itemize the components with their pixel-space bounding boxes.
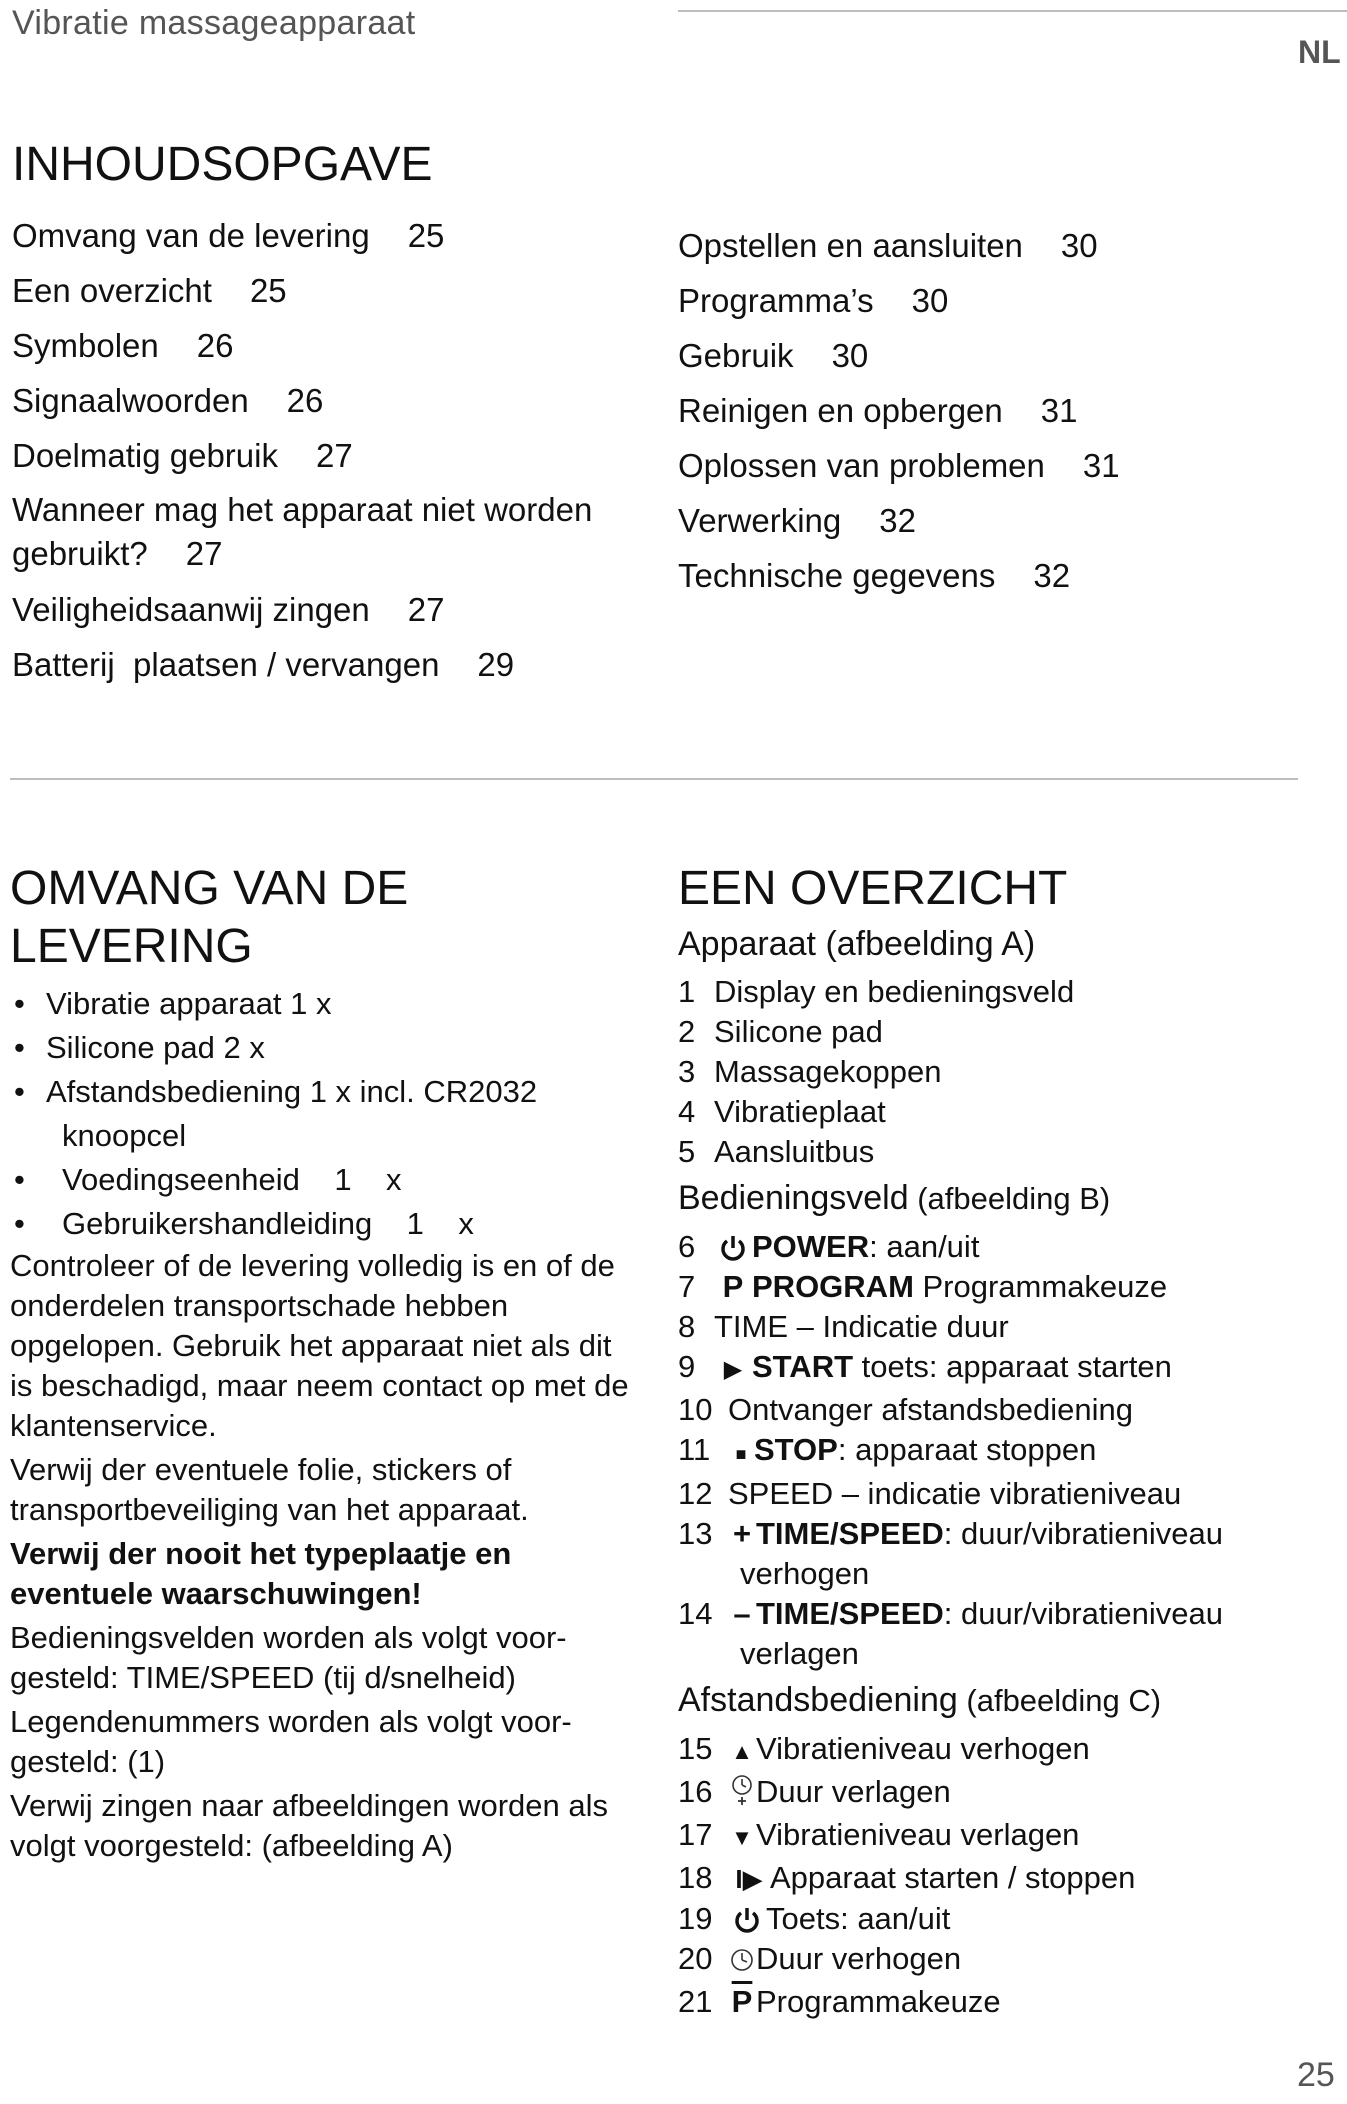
minus-icon: – [733, 1596, 751, 1631]
legend-item [678, 1899, 1328, 1939]
toc-item [678, 383, 1318, 438]
legend-text: TIME – Indicatie duur [714, 1309, 1009, 1344]
list-item-continuation: knoopcel [62, 1118, 187, 1153]
heading-ref: (afbeelding C) [957, 1683, 1162, 1718]
key-label: STOP [754, 1432, 838, 1467]
legend-number: 5 [678, 1134, 696, 1169]
delivery-list [10, 982, 636, 1246]
legend-item [678, 1347, 1328, 1390]
toc-page: 30 [1060, 227, 1098, 264]
text: ) [442, 1828, 453, 1863]
triangle-down-icon: ▼ [731, 1825, 753, 1850]
plus-icon: + [732, 1516, 752, 1551]
legend-text: : duur/vibratieniveau [943, 1516, 1223, 1551]
paragraph-check-delivery: Controleer of de levering volledig is en of de onderdelen transportschade hebben opgelopen. Gebruik het apparaat niet als dit is beschadigd, maar neem contact op met de klantenservice. [10, 1248, 629, 1443]
legend-number: 18 [678, 1860, 713, 1895]
legend-item [678, 1729, 1328, 1772]
legend-number: 3 [678, 1054, 696, 1089]
legend-text: : duur/vibratieniveau [943, 1596, 1223, 1631]
legend-number: 19 [678, 1901, 713, 1936]
toc-page: 27 [185, 535, 223, 572]
toc-label: Oplossen van problemen [678, 447, 1045, 484]
legend-item [678, 1982, 1328, 2022]
toc-item [12, 318, 652, 373]
device-heading: Apparaat (afbeelding A) [678, 925, 1036, 963]
paragraph-remove-foil: Verwij der eventuele folie, stickers of transportbeveiliging van het apparaat. [10, 1452, 529, 1527]
toc-label: Doelmatig gebruik [12, 437, 278, 474]
clock-minus-icon [728, 1774, 756, 1815]
legend-text: Toets: aan/uit [766, 1901, 951, 1936]
key-label: PROGRAM [752, 1269, 914, 1304]
text: worden als volgt voor-gesteld: (1) [10, 1704, 572, 1779]
legend-item [678, 1815, 1328, 1858]
heading-ref: (afbeelding B) [908, 1181, 1111, 1216]
toc-page: 30 [831, 337, 869, 374]
device-legend [678, 972, 1328, 1172]
legend-text: Vibratieplaat [714, 1094, 886, 1129]
panel-legend [678, 1227, 1328, 1674]
toc-item [678, 218, 1318, 273]
remote-heading [678, 1678, 1328, 1723]
legend-number: 7 [678, 1269, 696, 1304]
heading-term: Bedieningsveld [678, 1179, 909, 1217]
toc-right-column [678, 218, 1318, 603]
key-label: TIME/SPEED [756, 1516, 944, 1551]
legend-item [678, 1132, 1328, 1172]
play-icon: ▶ [723, 1356, 743, 1383]
legend-text: Vibratieniveau verhogen [756, 1731, 1090, 1766]
toc-label: Opstellen en aansluiten [678, 227, 1023, 264]
legend-number: 10 [678, 1392, 713, 1427]
toc-page: 31 [1040, 392, 1078, 429]
paragraph-figure-notation [10, 1786, 636, 1866]
page-number: 25 [1297, 2056, 1335, 2094]
legend-item [678, 1227, 1328, 1267]
toc-page: 27 [315, 437, 353, 474]
legend-number: 9 [678, 1349, 696, 1384]
toc-item [678, 438, 1318, 493]
toc-label: Symbolen [12, 327, 159, 364]
panel-heading [678, 1176, 1328, 1221]
legend-text: Apparaat starten / stoppen [770, 1860, 1136, 1895]
term: Legendenummers [10, 1704, 260, 1739]
toc-item [678, 548, 1318, 603]
legend-item [678, 1012, 1328, 1052]
legend-text: Ontvanger afstandsbediening [728, 1392, 1134, 1427]
legend-number: 17 [678, 1817, 713, 1852]
delivery-section [10, 860, 636, 1866]
legend-number: 15 [678, 1731, 713, 1766]
legend-text: SPEED – indicatie vibratieniveau [728, 1476, 1182, 1511]
toc-label: Batterij plaatsen / vervangen [12, 646, 440, 683]
legend-text: Aansluitbus [714, 1134, 875, 1169]
legend-text: Vibratieniveau verlagen [756, 1817, 1080, 1852]
toc-item [12, 488, 652, 576]
legend-number: 11 [678, 1432, 711, 1467]
toc-page: 26 [196, 327, 234, 364]
legend-number: 6 [678, 1229, 696, 1264]
toc-item [12, 373, 652, 428]
toc-item [678, 328, 1318, 383]
header-title: Vibratie massageapparaat [12, 4, 416, 42]
list-item-text: Afstandsbediening 1 x incl. CR2032 [46, 1074, 538, 1109]
toc-page: 30 [911, 282, 949, 319]
list-item [10, 1158, 636, 1202]
legend-number: 16 [678, 1774, 713, 1809]
toc-page: 29 [477, 646, 515, 683]
power-icon [728, 1899, 766, 1939]
legend-number: 13 [678, 1516, 713, 1551]
legend-item [678, 1514, 1328, 1594]
program-icon: P [722, 1269, 744, 1304]
start-stop-icon: I▶ [735, 1864, 763, 1894]
toc-label: Technische gegevens [678, 557, 996, 594]
toc-label: Gebruik [678, 337, 794, 374]
legend-text: : apparaat stoppen [837, 1432, 1097, 1467]
legend-item [678, 1052, 1328, 1092]
term: Verwij zingen naar afbeeldingen [10, 1788, 450, 1823]
paragraph-legend-notation [10, 1702, 636, 1782]
toc-label: Veiligheidsaanwij zingen [12, 591, 370, 628]
legend-item [678, 1939, 1328, 1982]
key-label: POWER [752, 1229, 870, 1264]
toc-page: 25 [407, 217, 445, 254]
toc-page: 27 [407, 591, 445, 628]
toc-item [678, 273, 1318, 328]
triangle-up-icon: ▲ [731, 1739, 753, 1764]
legend-text: Duur verlagen [756, 1774, 951, 1809]
term: TIME/SPEED (tij d/snelheid) [126, 1660, 516, 1695]
list-item-text: Gebruikershandleiding 1 x [62, 1206, 474, 1241]
legend-item [678, 1772, 1328, 1815]
section-title-line: LEVERING [10, 920, 253, 973]
toc-item [12, 582, 652, 637]
legend-continuation: verlagen [740, 1636, 859, 1671]
term: Bedieningsvelden [10, 1620, 255, 1655]
list-item: • Vibratie apparaat 1 x [10, 982, 636, 1026]
legend-number: 21 [678, 1984, 713, 2019]
legend-number: 8 [678, 1309, 696, 1344]
legend-item [678, 972, 1328, 1012]
toc-page: 32 [1033, 557, 1071, 594]
legend-text: : aan/uit [869, 1229, 980, 1264]
toc-page: 32 [879, 502, 916, 539]
toc-label: Een overzicht [12, 272, 212, 309]
toc-item [12, 208, 652, 263]
paragraph-warning: Verwij der nooit het typeplaatje en eventuele waarschuwingen! [10, 1536, 512, 1611]
toc-page: 25 [249, 272, 287, 309]
remote-legend [678, 1729, 1328, 2022]
key-label: TIME/SPEED [756, 1596, 944, 1631]
toc-left-column [12, 208, 652, 692]
program-icon: $\overline{P}$ [731, 1984, 753, 2019]
toc-item [12, 637, 652, 692]
key-label: START [752, 1349, 854, 1384]
list-item [10, 1202, 636, 1246]
text: worden als volgt voor-gesteld: [10, 1620, 567, 1695]
toc-label: Verwerking [678, 502, 842, 539]
clock-icon [728, 1942, 756, 1982]
toc-label: Wanneer mag het apparaat niet worden gebruikt? [12, 491, 593, 572]
legend-item [678, 1390, 1328, 1430]
list-item: • Silicone pad 2 x [10, 1026, 636, 1070]
language-label: NL [1298, 34, 1341, 70]
toc-label: Reinigen en opbergen [678, 392, 1003, 429]
legend-number: 2 [678, 1014, 696, 1049]
heading-term: Afstandsbediening [678, 1681, 958, 1719]
legend-text: Programmakeuze [913, 1269, 1168, 1304]
toc-label: Programma’s [678, 282, 874, 319]
section-divider [10, 778, 1298, 780]
toc-page: 31 [1082, 447, 1120, 484]
legend-item [678, 1430, 1328, 1474]
legend-number: 20 [678, 1941, 713, 1976]
legend-text: Programmakeuze [756, 1984, 1001, 2019]
term: afbeelding A [271, 1828, 443, 1863]
legend-continuation: verhogen [740, 1556, 870, 1591]
toc-page: 26 [286, 382, 324, 419]
legend-text: toets: apparaat starten [853, 1349, 1172, 1384]
section-title: EEN OVERZICHT [678, 862, 1068, 915]
toc-label: Omvang van de levering [12, 217, 370, 254]
legend-text: Display en bedieningsveld [714, 974, 1075, 1009]
legend-number: 12 [678, 1476, 713, 1511]
overview-section [678, 860, 1328, 2026]
legend-item [678, 1267, 1328, 1307]
toc-item [12, 263, 652, 318]
legend-number: 1 [678, 974, 696, 1009]
legend-text: Duur verhogen [756, 1941, 962, 1976]
legend-item [678, 1092, 1328, 1132]
legend-item [678, 1594, 1328, 1674]
legend-text: Massagekoppen [714, 1054, 942, 1089]
toc-item [678, 493, 1318, 548]
paragraph-controls-notation [10, 1618, 636, 1698]
stop-icon: ■ [735, 1444, 747, 1464]
toc-title: INHOUDSOPGAVE [12, 138, 433, 191]
legend-text: Silicone pad [714, 1014, 883, 1049]
legend-item [678, 1307, 1328, 1347]
list-item-text: Voedingseenheid 1 x [62, 1162, 402, 1197]
list-item [10, 1070, 636, 1158]
toc-item [12, 428, 652, 483]
power-icon [714, 1227, 752, 1267]
legend-item [678, 1858, 1328, 1899]
header-rule [678, 10, 1347, 12]
legend-number: 4 [678, 1094, 696, 1129]
text: worden als volgt voorgesteld: ( [10, 1788, 609, 1863]
legend-number: 14 [678, 1596, 713, 1631]
legend-item [678, 1474, 1328, 1514]
section-title-line: OMVANG VAN DE [10, 862, 409, 915]
toc-label: Signaalwoorden [12, 382, 249, 419]
